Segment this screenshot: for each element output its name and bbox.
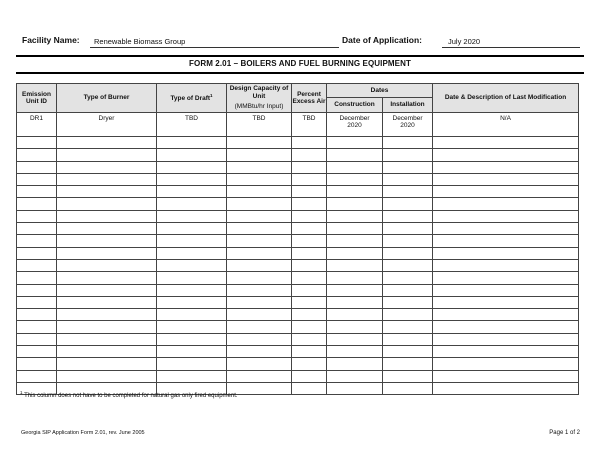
empty-cell — [227, 173, 292, 185]
empty-cell — [433, 370, 579, 382]
empty-cell — [327, 247, 383, 259]
table-row — [17, 198, 579, 210]
empty-cell — [383, 235, 433, 247]
empty-cell — [292, 333, 327, 345]
empty-cell — [433, 309, 579, 321]
date-of-application-label: Date of Application: — [342, 35, 422, 45]
empty-cell — [292, 173, 327, 185]
col-type-of-draft-sup: 1 — [210, 93, 213, 99]
empty-cell — [227, 149, 292, 161]
empty-cell — [227, 358, 292, 370]
empty-cell — [157, 333, 227, 345]
empty-cell — [157, 284, 227, 296]
empty-cell — [227, 247, 292, 259]
table-row — [17, 259, 579, 271]
empty-cell — [383, 186, 433, 198]
title-rule-bottom — [16, 72, 584, 74]
empty-cell — [227, 284, 292, 296]
empty-cell — [292, 309, 327, 321]
empty-cell — [327, 210, 383, 222]
footer-page-number: Page 1 of 2 — [549, 430, 580, 436]
empty-cell — [383, 296, 433, 308]
empty-cell — [227, 198, 292, 210]
table-row — [17, 235, 579, 247]
empty-cell — [433, 198, 579, 210]
empty-cell — [433, 358, 579, 370]
empty-cell — [383, 198, 433, 210]
empty-cell — [327, 382, 383, 394]
empty-cell — [383, 259, 433, 271]
empty-cell — [17, 173, 57, 185]
cell-emission-unit-id: DR1 — [17, 113, 57, 137]
empty-cell — [17, 309, 57, 321]
empty-cell — [227, 186, 292, 198]
table-row — [17, 333, 579, 345]
empty-cell — [57, 137, 157, 149]
empty-cell — [433, 223, 579, 235]
footer-form-id: Georgia SIP Application Form 2.01, rev. June 2005 — [21, 430, 145, 436]
empty-cell — [433, 272, 579, 284]
footnote-text: This column does not have to be completed for natural gas only fired equipment. — [24, 393, 238, 399]
table-row — [17, 272, 579, 284]
empty-cell — [17, 272, 57, 284]
empty-cell — [383, 173, 433, 185]
empty-cell — [227, 161, 292, 173]
empty-cell — [292, 161, 327, 173]
table-row — [17, 358, 579, 370]
empty-cell — [327, 333, 383, 345]
empty-cell — [433, 186, 579, 198]
empty-cell — [433, 149, 579, 161]
empty-cell — [383, 321, 433, 333]
empty-cell — [157, 149, 227, 161]
empty-cell — [433, 346, 579, 358]
cell-last-modification: N/A — [433, 113, 579, 137]
empty-cell — [292, 247, 327, 259]
empty-cell — [327, 161, 383, 173]
empty-cell — [157, 161, 227, 173]
col-percent-excess-air: Percent Excess Air — [292, 84, 327, 113]
empty-cell — [292, 198, 327, 210]
empty-cell — [433, 321, 579, 333]
table-row — [17, 321, 579, 333]
empty-cell — [383, 358, 433, 370]
empty-cell — [157, 173, 227, 185]
empty-cell — [57, 161, 157, 173]
col-type-of-draft — [157, 84, 227, 113]
empty-cell — [433, 173, 579, 185]
empty-cell — [157, 272, 227, 284]
empty-cell — [57, 149, 157, 161]
empty-cell — [57, 296, 157, 308]
empty-cell — [292, 321, 327, 333]
table-row — [17, 161, 579, 173]
col-construction: Construction — [327, 98, 383, 113]
footnote — [20, 390, 238, 399]
empty-cell — [17, 223, 57, 235]
empty-cell — [157, 137, 227, 149]
empty-cell — [57, 333, 157, 345]
col-installation: Installation — [383, 98, 433, 113]
cell-construction: December 2020 — [327, 113, 383, 137]
empty-cell — [57, 210, 157, 222]
table-row — [17, 137, 579, 149]
empty-cell — [292, 358, 327, 370]
empty-cell — [227, 137, 292, 149]
empty-cell — [383, 247, 433, 259]
col-design-capacity-unit: (MMBtu/hr Input) — [234, 103, 284, 111]
empty-cell — [227, 272, 292, 284]
table-row — [17, 309, 579, 321]
cell-type-of-burner: Dryer — [57, 113, 157, 137]
empty-cell — [57, 235, 157, 247]
empty-cell — [57, 272, 157, 284]
empty-cell — [157, 259, 227, 271]
empty-cell — [292, 186, 327, 198]
empty-cell — [57, 284, 157, 296]
table-row — [17, 223, 579, 235]
empty-cell — [327, 235, 383, 247]
empty-cell — [433, 210, 579, 222]
empty-cell — [17, 186, 57, 198]
empty-cell — [157, 321, 227, 333]
empty-cell — [157, 210, 227, 222]
empty-cell — [292, 149, 327, 161]
empty-cell — [433, 137, 579, 149]
empty-cell — [57, 309, 157, 321]
empty-cell — [433, 235, 579, 247]
empty-cell — [157, 198, 227, 210]
empty-cell — [57, 173, 157, 185]
empty-cell — [227, 333, 292, 345]
empty-cell — [57, 247, 157, 259]
empty-cell — [327, 321, 383, 333]
empty-cell — [292, 284, 327, 296]
empty-cell — [292, 235, 327, 247]
empty-cell — [383, 284, 433, 296]
empty-cell — [383, 333, 433, 345]
empty-cell — [383, 382, 433, 394]
table-row — [17, 370, 579, 382]
empty-cell — [292, 370, 327, 382]
empty-cell — [227, 309, 292, 321]
empty-cell — [157, 235, 227, 247]
table-row — [17, 284, 579, 296]
equipment-table — [16, 83, 579, 395]
empty-cell — [292, 296, 327, 308]
empty-cell — [17, 321, 57, 333]
table-row — [17, 296, 579, 308]
empty-cell — [383, 272, 433, 284]
empty-cell — [327, 272, 383, 284]
empty-cell — [17, 247, 57, 259]
empty-cell — [227, 296, 292, 308]
col-type-of-draft-label: Type of Draft — [170, 95, 211, 103]
empty-cell — [327, 296, 383, 308]
empty-cell — [433, 247, 579, 259]
empty-cell — [433, 333, 579, 345]
empty-cell — [17, 235, 57, 247]
empty-cell — [227, 370, 292, 382]
empty-cell — [157, 247, 227, 259]
empty-cell — [57, 223, 157, 235]
empty-cell — [383, 137, 433, 149]
empty-cell — [57, 198, 157, 210]
footnote-sup: 1 — [20, 390, 23, 395]
empty-cell — [433, 161, 579, 173]
empty-cell — [57, 259, 157, 271]
empty-cell — [17, 284, 57, 296]
empty-cell — [57, 370, 157, 382]
empty-cell — [292, 210, 327, 222]
empty-cell — [327, 358, 383, 370]
table-row — [17, 149, 579, 161]
empty-cell — [383, 210, 433, 222]
empty-cell — [157, 309, 227, 321]
empty-cell — [383, 346, 433, 358]
empty-cell — [383, 309, 433, 321]
empty-cell — [17, 198, 57, 210]
empty-cell — [433, 382, 579, 394]
col-design-capacity — [227, 84, 292, 113]
empty-cell — [227, 223, 292, 235]
empty-cell — [292, 272, 327, 284]
empty-cell — [57, 358, 157, 370]
empty-cell — [17, 137, 57, 149]
empty-cell — [57, 346, 157, 358]
empty-cell — [227, 210, 292, 222]
title-rule-top — [16, 55, 584, 57]
empty-cell — [157, 296, 227, 308]
empty-cell — [17, 370, 57, 382]
empty-cell — [17, 149, 57, 161]
empty-cell — [327, 346, 383, 358]
empty-cell — [292, 223, 327, 235]
cell-design-capacity: TBD — [227, 113, 292, 137]
empty-cell — [292, 259, 327, 271]
cell-installation: December 2020 — [383, 113, 433, 137]
empty-cell — [327, 173, 383, 185]
table-row — [17, 210, 579, 222]
empty-cell — [17, 358, 57, 370]
col-last-modification: Date & Description of Last Modification — [433, 84, 579, 113]
empty-cell — [327, 149, 383, 161]
cell-type-of-draft: TBD — [157, 113, 227, 137]
empty-cell — [327, 284, 383, 296]
empty-cell — [433, 259, 579, 271]
empty-cell — [327, 198, 383, 210]
empty-cell — [327, 186, 383, 198]
empty-cell — [17, 296, 57, 308]
empty-cell — [227, 259, 292, 271]
empty-cell — [327, 259, 383, 271]
empty-cell — [327, 309, 383, 321]
table-row — [17, 247, 579, 259]
empty-cell — [292, 137, 327, 149]
empty-cell — [433, 284, 579, 296]
form-title: FORM 2.01 – BOILERS AND FUEL BURNING EQUIPMENT — [189, 59, 411, 68]
facility-name-value: Renewable Biomass Group — [90, 37, 339, 48]
date-of-application-value: July 2020 — [442, 37, 580, 48]
empty-cell — [383, 149, 433, 161]
empty-cell — [17, 210, 57, 222]
empty-cell — [227, 235, 292, 247]
facility-name-label: Facility Name: — [22, 35, 80, 45]
empty-cell — [383, 370, 433, 382]
empty-cell — [157, 358, 227, 370]
col-type-of-burner: Type of Burner — [57, 84, 157, 113]
empty-cell — [157, 223, 227, 235]
empty-cell — [17, 346, 57, 358]
col-design-capacity-label: Design Capacity of Unit — [229, 85, 289, 100]
empty-cell — [157, 370, 227, 382]
col-dates: Dates — [327, 84, 433, 98]
empty-cell — [17, 161, 57, 173]
table-row — [17, 173, 579, 185]
empty-cell — [327, 223, 383, 235]
col-emission-unit-id: Emission Unit ID — [17, 84, 57, 113]
empty-cell — [157, 346, 227, 358]
empty-cell — [383, 223, 433, 235]
empty-cell — [227, 346, 292, 358]
table-row — [17, 113, 579, 137]
empty-cell — [292, 382, 327, 394]
table-row — [17, 346, 579, 358]
empty-cell — [17, 333, 57, 345]
empty-cell — [433, 296, 579, 308]
empty-cell — [327, 137, 383, 149]
empty-cell — [17, 259, 57, 271]
empty-cell — [227, 321, 292, 333]
empty-cell — [57, 186, 157, 198]
table-row — [17, 186, 579, 198]
empty-cell — [383, 161, 433, 173]
empty-cell — [327, 370, 383, 382]
empty-cell — [292, 346, 327, 358]
cell-percent-excess-air: TBD — [292, 113, 327, 137]
empty-cell — [57, 321, 157, 333]
empty-cell — [157, 186, 227, 198]
header-line — [22, 35, 578, 49]
